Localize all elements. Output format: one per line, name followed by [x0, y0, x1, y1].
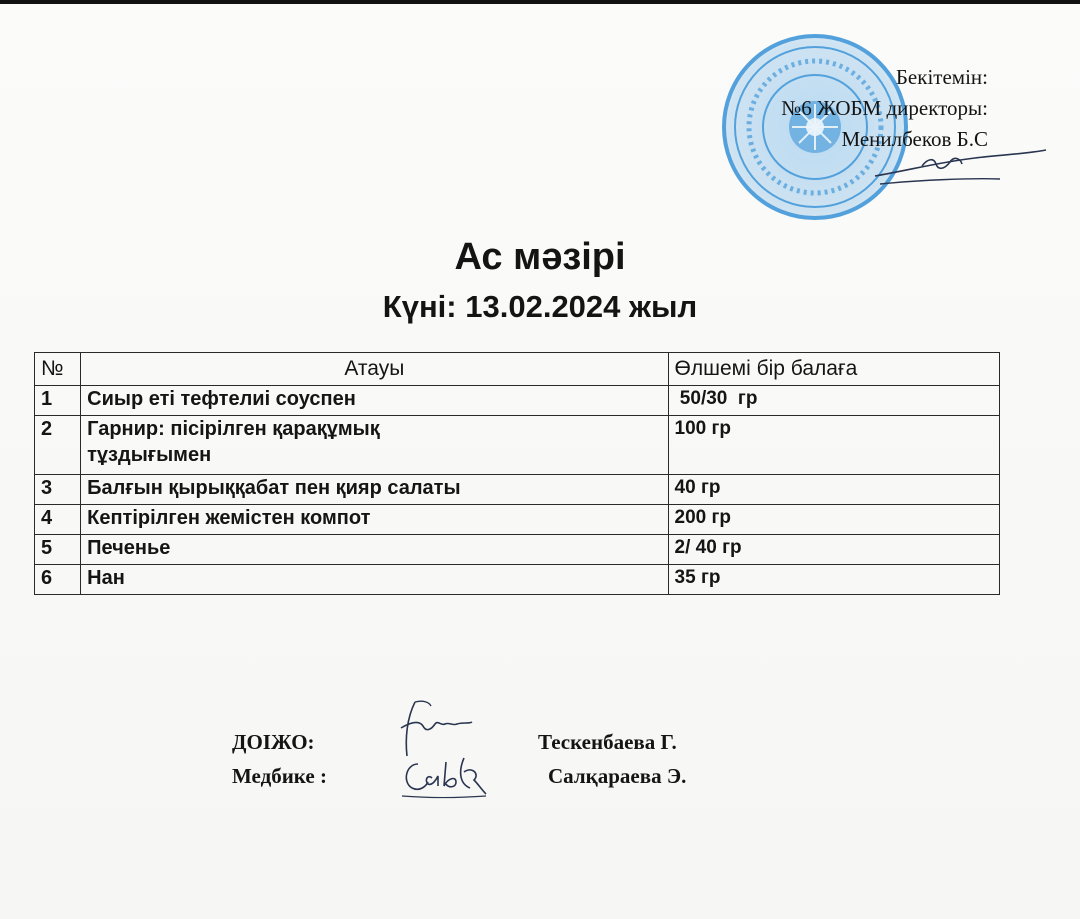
header-number: № [35, 353, 81, 386]
table-header-row [35, 353, 1000, 386]
header-portion-size: Өлшемі бір балаға [668, 353, 999, 386]
row-number: 2 [35, 416, 81, 475]
table-row [35, 565, 1000, 595]
date-label: Күні: [382, 289, 457, 324]
row-number: 5 [35, 535, 81, 565]
table-row [35, 535, 1000, 565]
row-portion-size: 40 гр [668, 475, 999, 505]
row-dish-name: Гарнир: пісірілген қарақұмық тұздығымен [81, 416, 668, 475]
deputy-handwritten-signature [393, 698, 473, 758]
approval-line-director-name: Менилбеков Б.С [841, 127, 988, 151]
nurse-handwritten-signature [398, 752, 488, 802]
date-value: 13.02.2024 [465, 289, 621, 324]
approval-line-position: №6 ЖОБМ директоры: [781, 96, 988, 120]
signature-person-name: Тескенбаева Г. [538, 730, 677, 754]
row-dish-name: Кептірілген жемістен компот [81, 505, 668, 535]
row-portion-size: 35 гр [668, 565, 999, 595]
director-signature [870, 118, 1050, 193]
row-number: 3 [35, 475, 81, 505]
row-dish-name: Сиыр еті тефтелиі соуспен [81, 386, 668, 416]
menu-date-line [0, 289, 1080, 325]
row-number: 1 [35, 386, 81, 416]
row-number: 6 [35, 565, 81, 595]
row-number: 4 [35, 505, 81, 535]
row-dish-name: Нан [81, 565, 668, 595]
table-row [35, 386, 1000, 416]
header-name: Атауы [81, 353, 668, 386]
table-row [35, 475, 1000, 505]
signature-person-name: Салқараева Э. [548, 764, 687, 788]
table-row [35, 505, 1000, 535]
table-row [35, 416, 1000, 475]
signature-role: ДОІЖО: [232, 730, 315, 754]
row-portion-size: 50/30 гр [668, 386, 999, 416]
row-dish-name: Балғын қырыққабат пен қияр салаты [81, 475, 668, 505]
row-portion-size: 2/ 40 гр [668, 535, 999, 565]
signature-role: Медбике : [232, 764, 327, 788]
row-portion-size: 100 гр [668, 416, 999, 475]
approval-line-approve: Бекітемін: [895, 65, 988, 89]
date-suffix: жыл [629, 289, 698, 324]
row-dish-name: Печенье [81, 535, 668, 565]
menu-table [34, 352, 1000, 595]
row-portion-size: 200 гр [668, 505, 999, 535]
menu-title: Ас мәзірі [454, 236, 626, 278]
